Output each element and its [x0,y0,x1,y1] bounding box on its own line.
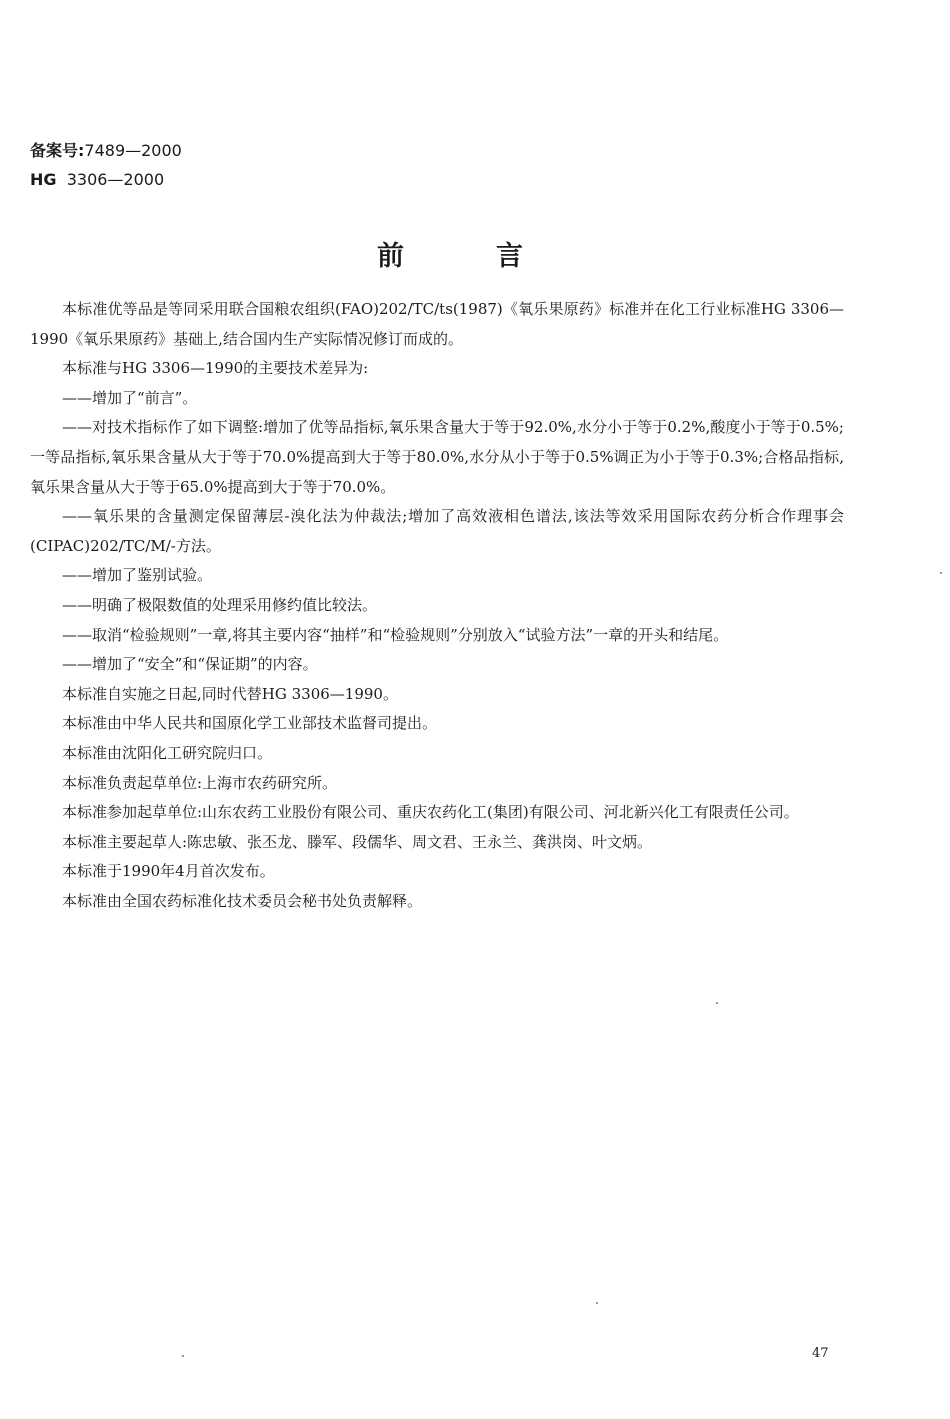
paragraph: ——增加了“安全”和“保证期”的内容。 [62,655,318,674]
standard-code-value: 3306—2000 [66,170,165,189]
standard-code-label: HG [30,170,57,189]
record-number-label: 备案号: [30,141,85,160]
paragraph: ——取消“检验规则”一章,将其主要内容“抽样”和“检验规则”分别放入“试验方法”一章的开头和结尾。 [62,625,729,644]
paragraph: 本标准由全国农药标准化技术委员会秘书处负责解释。 [62,891,423,910]
paragraph: 本标准优等品是等同采用联合国粮农组织(FAO)202/TC/ts(1987)《氧乐果原药》标准并在化工行业标准HG 3306—1990《氧乐果原药》基础上,结合国内生产实际情况修订而成的。 [30,300,844,348]
scan-speck [182,1355,184,1357]
foreword-body [30,295,844,916]
record-number-value: 7489—2000 [84,141,182,160]
paragraph: 本标准负责起草单位:上海市农药研究所。 [62,773,338,792]
paragraph: ——对技术指标作了如下调整:增加了优等品指标,氧乐果含量大于等于92.0%,水分小于等于0.2%,酸度小于等于0.5%;一等品指标,氧乐果含量从大于等于70.0%提高到大于等于80.0%,水分从小于等于0.5%调正为小于等于0.3%;合格品指标,氧乐果含量从大于等于65.0%提高到大于等于70.0%。 [30,418,844,496]
paragraph: ——增加了“前言”。 [62,388,198,407]
scan-speck [716,1002,718,1004]
paragraph: 本标准自实施之日起,同时代替HG 3306—1990。 [62,684,398,703]
standard-number [30,165,182,194]
page-title: 前言 [377,241,615,272]
paragraph: 本标准参加起草单位:山东农药工业股份有限公司、重庆农药化工(集团)有限公司、河北新兴化工有限责任公司。 [62,803,799,822]
header-block [30,136,182,194]
paragraph: ——明确了极限数值的处理采用修约值比较法。 [62,595,378,614]
page-number: 47 [812,1346,829,1361]
paragraph: 本标准于1990年4月首次发布。 [62,862,275,881]
paragraph: ——增加了鉴别试验。 [62,566,213,585]
paragraph: 本标准与HG 3306—1990的主要技术差异为: [62,359,369,378]
paragraph: 本标准由中华人民共和国原化学工业部技术监督司提出。 [62,714,438,733]
paragraph: ——氧乐果的含量测定保留薄层-溴化法为仲裁法;增加了高效液相色谱法,该法等效采用国际农药分析合作理事会(CIPAC)202/TC/M/-方法。 [30,507,844,555]
paragraph: 本标准由沈阳化工研究院归口。 [62,743,273,762]
scan-speck [596,1302,598,1304]
paragraph: 本标准主要起草人:陈忠敏、张丕龙、滕军、段儒华、周文君、王永兰、龚洪岗、叶文炳。 [62,832,653,851]
scan-speck [940,572,942,574]
record-number [30,136,182,165]
